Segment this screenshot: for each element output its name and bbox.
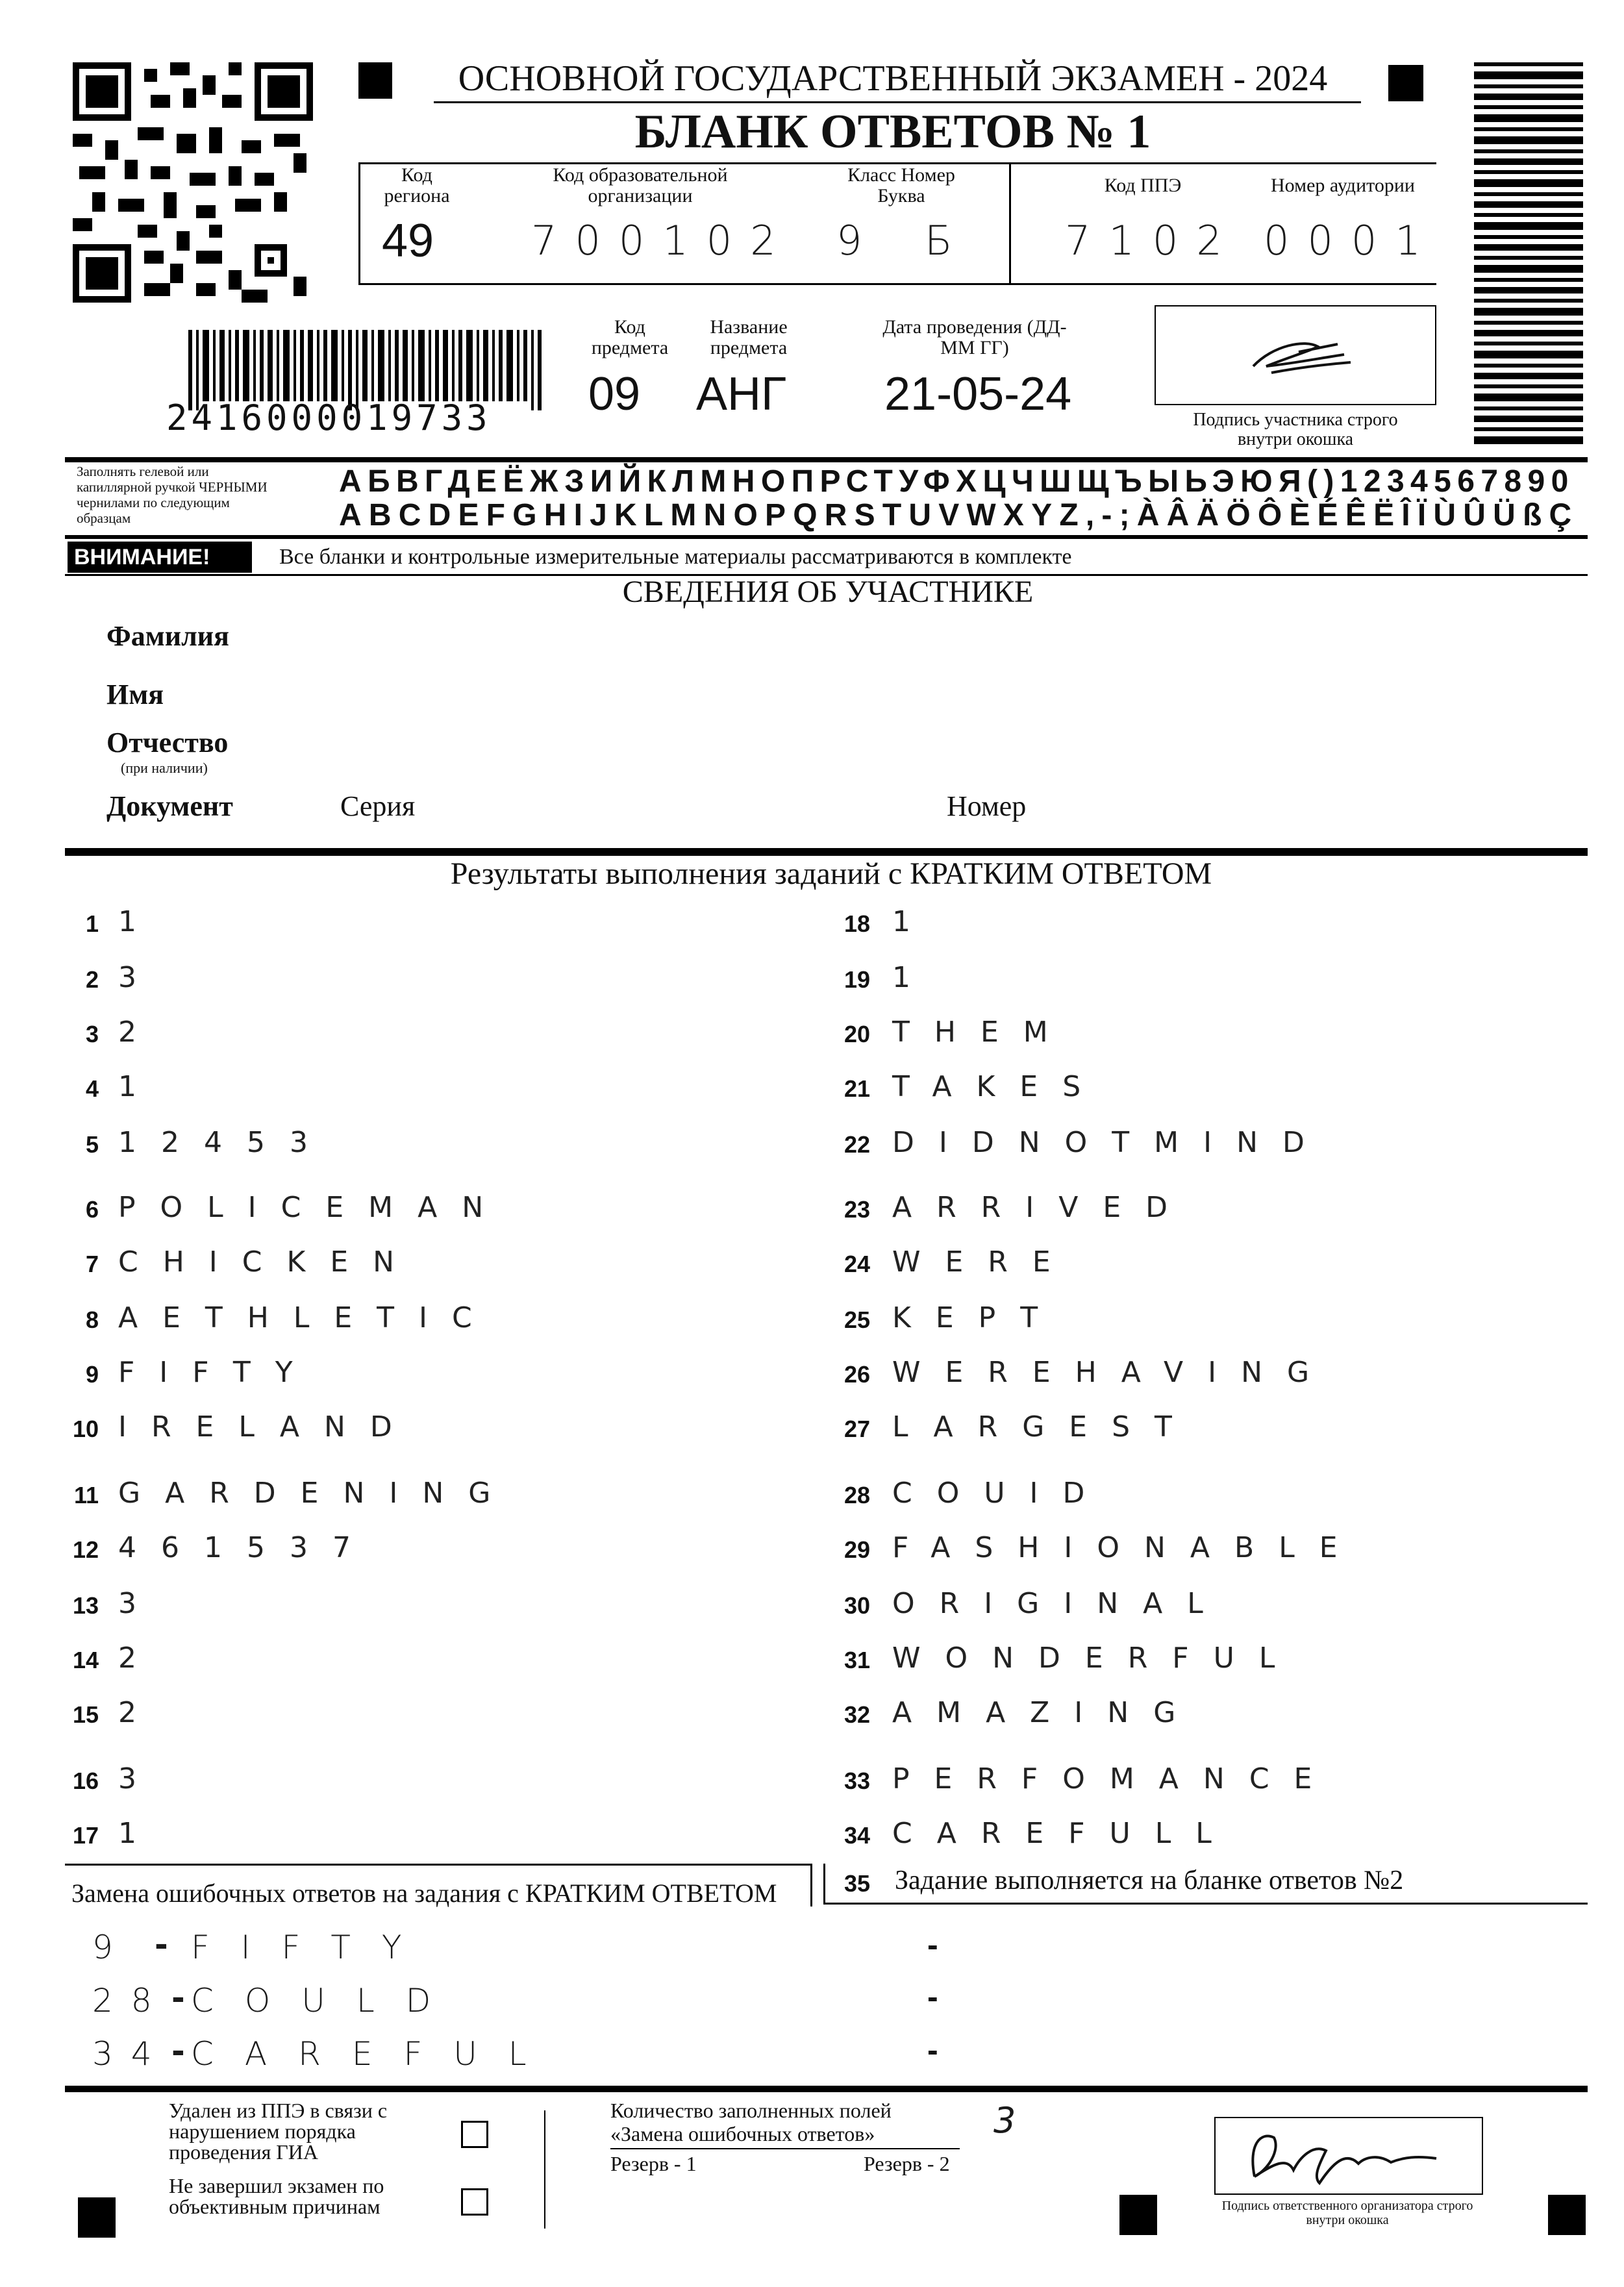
region-label: Код региона — [384, 164, 450, 206]
replacement-dash-4: - — [927, 1927, 938, 1963]
replacement-task-2[interactable]: 28 — [92, 1982, 170, 2019]
reserve-1-label: Резерв - 1 — [610, 2152, 697, 2175]
org-value: 700102 — [531, 217, 794, 264]
subject-name-value: АНГ — [696, 368, 787, 420]
number-label: Номер — [947, 790, 1027, 822]
task-number-1: 1 — [85, 910, 99, 937]
official-signature-caption: Подпись ответственного организатора строго внутри окошка — [1221, 2199, 1473, 2227]
replacement-task-3[interactable]: 34 — [92, 2035, 170, 2073]
results-section-title: Результаты выполнения заданий с КРАТКИМ ОТВЕТОМ — [450, 856, 1212, 891]
notice-text: Все бланки и контрольные измерительные материалы рассматриваются в комплекте — [279, 545, 1072, 569]
room-label: Номер аудитории — [1271, 175, 1415, 196]
replacement-answer-3[interactable]: CAREFUL — [191, 2035, 558, 2073]
sample-cyrillic: АБВГДЕЁЖЗИЙКЛМНОПРСТУФХЦЧШЩЪЫЬЭЮЯ()1234567890 — [339, 464, 1575, 499]
answer-22[interactable]: DIDNOTMIND — [892, 1126, 1329, 1159]
answer-4[interactable]: 1 — [118, 1070, 161, 1103]
reserve-2-label: Резерв - 2 — [864, 2152, 950, 2175]
region-value: 49 — [382, 215, 434, 267]
sample-latin: ABCDEFGHIJKLMNOPQRSTUVWXYZ,-;ÀÂÄÖÔÈÉÊËÎÏÙÛÜßÇ — [339, 498, 1579, 532]
task-number-25: 25 — [843, 1306, 870, 1333]
task-number-23: 23 — [843, 1196, 870, 1223]
answer-26[interactable]: WEREHAVING — [892, 1356, 1334, 1389]
task-number-21: 21 — [843, 1075, 870, 1102]
subject-name-label: Название предмета — [710, 316, 788, 358]
task-number-12: 12 — [72, 1536, 99, 1563]
ppe-value: 7102 — [1065, 217, 1240, 264]
task-number-35: 35 — [843, 1870, 870, 1897]
task-number-4: 4 — [85, 1075, 99, 1102]
answer-3[interactable]: 2 — [118, 1016, 161, 1049]
replacement-dash-2: - — [171, 1979, 185, 2017]
answer-15[interactable]: 2 — [118, 1696, 161, 1729]
task-number-9: 9 — [85, 1361, 99, 1388]
answer-18[interactable]: 1 — [892, 905, 935, 938]
subject-code-label: Код предмета — [591, 316, 669, 358]
task-number-24: 24 — [843, 1251, 870, 1277]
answer-31[interactable]: WONDERFUL — [892, 1642, 1300, 1675]
answer-17[interactable]: 1 — [118, 1817, 161, 1850]
task-number-13: 13 — [72, 1592, 99, 1619]
date-value: 21-05-24 — [884, 368, 1072, 420]
answer-5[interactable]: 12453 — [118, 1126, 332, 1159]
task-number-19: 19 — [843, 966, 870, 993]
corner-marker-top-right — [1388, 65, 1423, 101]
task-number-6: 6 — [85, 1196, 99, 1223]
task-35-text: Задание выполняется на бланке ответов №2 — [895, 1866, 1404, 1895]
form-title: БЛАНК ОТВЕТОВ № 1 — [634, 105, 1151, 158]
task-number-14: 14 — [72, 1647, 99, 1673]
task-number-20: 20 — [843, 1021, 870, 1047]
task-number-28: 28 — [843, 1482, 870, 1508]
notice-label-bg — [68, 542, 252, 573]
number-field[interactable] — [1052, 783, 1571, 829]
answer-33[interactable]: PERFOMANCE — [892, 1762, 1337, 1795]
answer-25[interactable]: KEPT — [892, 1301, 1063, 1334]
replacement-task-1[interactable]: 9 — [92, 1929, 131, 1966]
participant-signature-box[interactable] — [1155, 305, 1436, 405]
replacement-answer-1[interactable]: FIFTY — [191, 1929, 433, 1966]
answer-23[interactable]: ARRIVED — [892, 1191, 1193, 1224]
task-number-2: 2 — [85, 966, 99, 993]
answer-9[interactable]: FIFTY — [118, 1356, 318, 1389]
task-number-7: 7 — [85, 1251, 99, 1277]
task-number-27: 27 — [843, 1416, 870, 1442]
answer-34[interactable]: CAREFULL — [892, 1817, 1236, 1850]
task-number-30: 30 — [843, 1592, 870, 1619]
replacement-answer-2[interactable]: COULD — [191, 1982, 462, 2019]
official-signature-box[interactable] — [1214, 2117, 1483, 2195]
barcode-number: 2416000019733 — [166, 397, 492, 438]
corner-marker-bottom-right — [1548, 2195, 1586, 2235]
answer-6[interactable]: POLICEMAN — [118, 1191, 508, 1224]
series-field[interactable] — [442, 783, 896, 829]
signature-caption: Подпись участника строго внутри окошка — [1193, 410, 1398, 449]
task-number-5: 5 — [85, 1131, 99, 1158]
task-number-15: 15 — [72, 1701, 99, 1728]
surname-field[interactable] — [338, 613, 1571, 658]
answer-29[interactable]: FASHIONABLE — [892, 1531, 1362, 1564]
replacement-section-title: Замена ошибочных ответов на задания с КРАТКИМ ОТВЕТОМ — [71, 1879, 777, 1908]
class-number: 9 — [836, 217, 862, 264]
side-barcode — [1474, 62, 1583, 449]
answer-28[interactable]: COUID — [892, 1477, 1110, 1510]
replacement-dash-3: - — [171, 2032, 185, 2070]
task-number-34: 34 — [843, 1822, 870, 1849]
removed-checkbox[interactable] — [461, 2121, 488, 2148]
task-number-17: 17 — [72, 1822, 99, 1849]
replacement-dash-1: - — [155, 1926, 168, 1964]
answer-24[interactable]: WERE — [892, 1245, 1075, 1279]
patronymic-note: (при наличии) — [121, 760, 208, 776]
participant-signature — [1156, 306, 1435, 404]
date-label: Дата проведения (ДД-ММ ГГ) — [882, 316, 1067, 358]
task-number-10: 10 — [72, 1416, 99, 1442]
subject-code-value: 09 — [588, 368, 641, 420]
surname-label: Фамилия — [106, 620, 229, 652]
answer-19[interactable]: 1 — [892, 961, 935, 994]
task-number-16: 16 — [72, 1768, 99, 1794]
class-letter: Б — [925, 217, 953, 264]
corner-marker-top-left — [358, 62, 392, 99]
notice-label: ВНИМАНИЕ! — [74, 545, 210, 569]
count-label: Количество заполненных полей «Замена ошибочных ответов» — [610, 2099, 892, 2145]
participant-section-title: СВЕДЕНИЯ ОБ УЧАСТНИКЕ — [622, 575, 1034, 609]
task-number-11: 11 — [73, 1482, 99, 1508]
answer-13[interactable]: 3 — [118, 1587, 161, 1620]
name-label: Имя — [106, 679, 164, 710]
corner-marker-bottom-left — [78, 2197, 116, 2238]
answer-2[interactable]: 3 — [118, 961, 161, 994]
task-number-8: 8 — [85, 1306, 99, 1333]
task-number-33: 33 — [843, 1768, 870, 1794]
answer-21[interactable]: TAKES — [892, 1070, 1106, 1103]
document-label: Документ — [106, 790, 233, 822]
task-number-26: 26 — [843, 1361, 870, 1388]
task-number-32: 32 — [843, 1701, 870, 1728]
answer-32[interactable]: AMAZING — [892, 1696, 1201, 1729]
patronymic-label: Отчество — [106, 727, 229, 758]
answer-1[interactable]: 1 — [118, 905, 161, 938]
task-number-29: 29 — [843, 1536, 870, 1563]
corner-marker-bottom-middle — [1119, 2195, 1157, 2235]
answer-14[interactable]: 2 — [118, 1642, 161, 1675]
task-number-18: 18 — [843, 910, 870, 937]
official-signature — [1216, 2118, 1482, 2193]
org-label: Код образовательной организации — [553, 164, 728, 206]
answer-30[interactable]: ORIGINAL — [892, 1587, 1228, 1620]
answer-8[interactable]: AETHLETIC — [118, 1301, 497, 1334]
task-number-3: 3 — [85, 1021, 99, 1047]
answer-12[interactable]: 461537 — [118, 1531, 375, 1564]
replacement-dash-5: - — [927, 1979, 938, 2015]
answer-27[interactable]: LARGEST — [892, 1410, 1197, 1443]
removed-label: Удален из ППЭ в связи с нарушением порядка проведения ГИА — [169, 2099, 388, 2164]
name-field[interactable] — [338, 671, 1571, 717]
task-number-22: 22 — [843, 1131, 870, 1158]
answer-11[interactable]: GARDENING — [118, 1477, 516, 1510]
answer-16[interactable]: 3 — [118, 1762, 161, 1795]
patronymic-field[interactable] — [338, 721, 1571, 766]
class-label: Класс Номер Буква — [847, 164, 955, 206]
not-finished-label: Не завершил экзамен по объективным причинам — [169, 2174, 384, 2218]
not-finished-checkbox[interactable] — [461, 2188, 488, 2216]
task-number-31: 31 — [843, 1647, 870, 1673]
ppe-label: Код ППЭ — [1104, 175, 1182, 196]
room-value: 0001 — [1264, 217, 1439, 264]
count-value[interactable]: 3 — [993, 2100, 1016, 2141]
sample-instructions: Заполнять гелевой или капиллярной ручкой ЧЕРНЫМИ чернилами по следующим образцам — [77, 464, 268, 526]
answer-7[interactable]: CHICKEN — [118, 1245, 419, 1279]
exam-title: ОСНОВНОЙ ГОСУДАРСТВЕННЫЙ ЭКЗАМЕН - 2024 — [458, 58, 1328, 99]
qr-code — [73, 62, 313, 303]
answer-20[interactable]: THEM — [892, 1016, 1073, 1049]
series-label: Серия — [340, 790, 416, 822]
replacement-dash-6: - — [927, 2032, 938, 2068]
answer-10[interactable]: IRELAND — [118, 1410, 417, 1443]
